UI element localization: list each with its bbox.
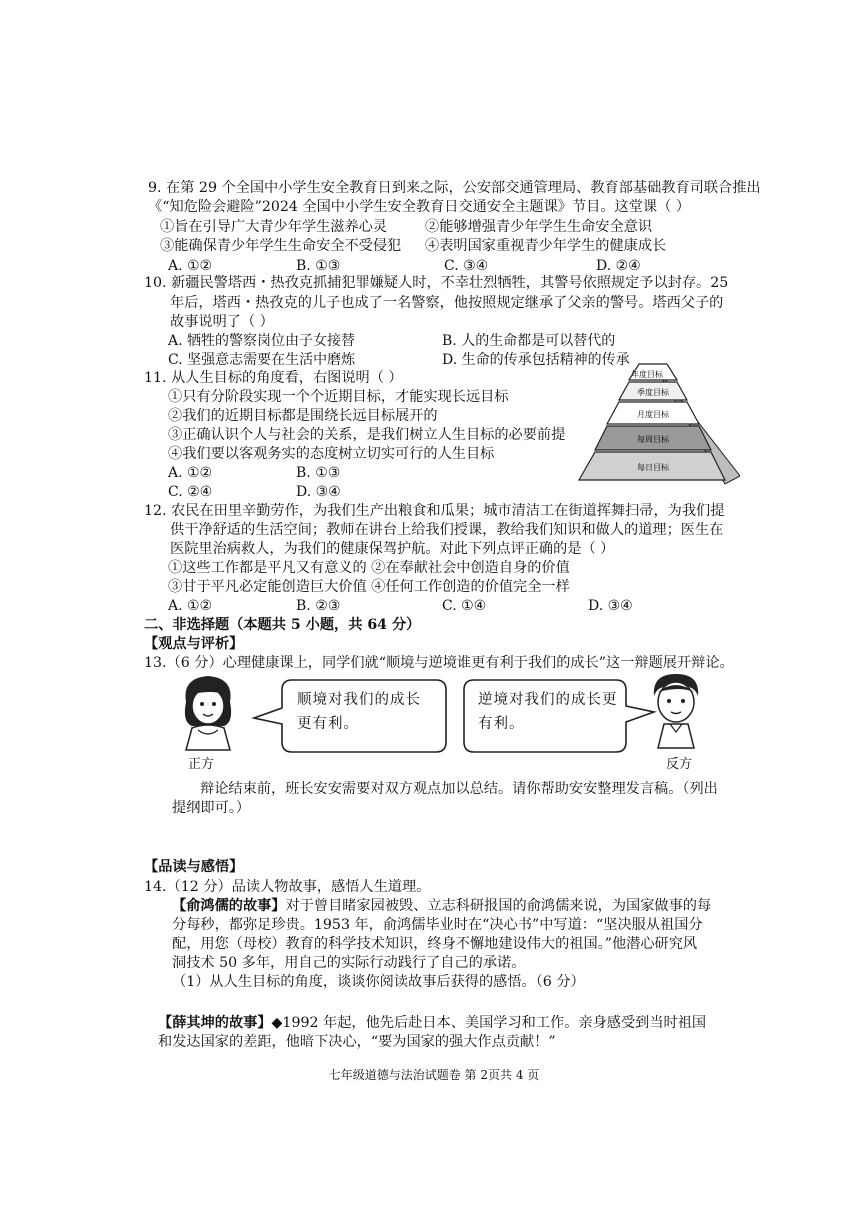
con-side-label: 反方 <box>666 757 693 772</box>
story2-title: 【薛其坤的故事】 <box>158 1015 272 1031</box>
story1-title: 【俞鸿儒的故事】 <box>172 898 286 914</box>
pro-side-label: 正方 <box>188 757 215 772</box>
q12-statements-34: ③甘于平凡必定能创造巨大价值 ④任何工作创造的价值完全一样 <box>168 579 570 595</box>
q10-option-a: A. 牺牲的警察岗位由子女接替 <box>168 333 356 349</box>
section-2-heading: 二、非选择题（本题共 5 小题，共 64 分） <box>144 617 421 633</box>
q9-option-a: A. ①② <box>168 258 213 274</box>
q9-option-d: D. ②④ <box>596 258 641 274</box>
q11-statement-1: ①只有分阶段实现一个个近期目标，才能实现长远目标 <box>168 389 509 405</box>
q9-statement-2: ②能够增强青少年学生生命安全意识 <box>425 219 653 235</box>
con-bubble-line2: 有利。 <box>478 716 525 732</box>
q11-option-b: B. ①③ <box>296 465 341 481</box>
pyramid-label-2: 季度目标 <box>637 388 669 397</box>
q12-option-c: C. ①④ <box>442 598 487 614</box>
q11-option-d: D. ③④ <box>296 484 341 500</box>
pyramid-label-4: 每周目标 <box>637 435 669 444</box>
q9-option-c: C. ③④ <box>444 258 489 274</box>
q14-story1-line3: 配，用您（母校）教育的科学技术知识，终身不懈地建设伟大的祖国。”他潜心研究风 <box>172 936 698 952</box>
q10-stem-line1: 10. 新疆民警塔西・热孜克抓捕犯罪嫌疑人时，不幸壮烈牺牲，其警号依照规定予以封存。25 <box>144 275 729 291</box>
q14-story1-line1 <box>172 896 711 916</box>
q12-option-b: B. ②③ <box>296 598 341 614</box>
q12-option-a: A. ①② <box>168 598 213 614</box>
q11-statement-3: ③正确认识个人与社会的关系，是我们树立人生目标的必要前提 <box>168 427 566 443</box>
q12-stem-line3: 医院里治病救人，为我们的健康保驾护航。对此下列点评正确的是（ ） <box>170 541 615 557</box>
q11-option-a: A. ①② <box>168 465 213 481</box>
pyramid-label-1: 年度目标 <box>631 370 663 379</box>
q14-story2-line2: 和发达国家的差距，他暗下决心，“要为国家的强大作点贡献！” <box>158 1034 556 1050</box>
q11-stem: 11. 从人生目标的角度看，右图说明（ ） <box>144 370 403 386</box>
q14-story2-line1 <box>158 1013 706 1033</box>
q12-stem-line2: 供干净舒适的生活空间；教师在讲台上给我们授课，教给我们知识和做人的道理；医生在 <box>170 522 724 538</box>
girl-illustration <box>172 672 244 752</box>
boy-illustration <box>646 670 706 750</box>
part-heading-reading: 【品读与感悟】 <box>144 859 244 875</box>
q12-option-d: D. ③④ <box>588 598 633 614</box>
q10-stem-line2: 年后，塔西・热孜克的儿子也成了一名警察，他按照规定继承了父亲的警号。塔西父子的 <box>170 295 724 311</box>
q11-option-c: C. ②④ <box>168 484 213 500</box>
q10-option-d: D. 生命的传承包括精神的传承 <box>442 352 630 368</box>
q13-stem: 13.（6 分）心理健康课上，同学们就“顺境与逆境谁更有利于我们的成长”这一辩题展开辩论。 <box>144 655 734 671</box>
q14-subquestion-1: （1）从人生目标的角度，谈谈你阅读故事后获得的感悟。（6 分） <box>172 974 585 990</box>
q9-statement-1: ①旨在引导广大青少年学生滋养心灵 <box>160 219 388 235</box>
q11-statement-2: ②我们的近期目标都是围绕长远目标展开的 <box>168 408 438 424</box>
q11-statement-4: ④我们要以客观务实的态度树立切实可行的人生目标 <box>168 446 495 462</box>
goal-pyramid-figure <box>565 358 740 488</box>
q12-stem-line1: 12. 农民在田里辛勤劳作，为我们生产出粮食和瓜果；城市清洁工在街道挥舞扫帚，为我们提 <box>144 503 725 519</box>
q9-statement-3: ③能确保青少年学生生命安全不受侵犯 <box>160 238 402 254</box>
pyramid-label-3: 月度目标 <box>637 410 669 419</box>
q13-task-line2: 提纲即可。） <box>172 800 251 816</box>
q10-option-c: C. 坚强意志需要在生活中磨炼 <box>168 352 356 368</box>
q9-option-b: B. ①③ <box>296 258 341 274</box>
con-bubble-line1: 逆境对我们的成长更 <box>478 692 618 708</box>
q10-stem-line3: 故事说明了（ ） <box>170 314 274 330</box>
q9-stem-line1: 9. 在第 29 个全国中小学生安全教育日到来之际，公安部交通管理局、教育部基础教育司联合推出 <box>148 180 761 196</box>
pro-bubble-line2: 更有利。 <box>297 716 359 732</box>
q12-statements-12: ①这些工作都是平凡又有意义的 ②在奉献社会中创造自身的价值 <box>168 560 570 576</box>
pro-bubble-line1: 顺境对我们的成长 <box>297 692 421 708</box>
q9-stem-line2: 《“知危险会避险”2024 全国中小学生安全教育日交通安全主题课》节目。这堂课（ ） <box>148 199 691 215</box>
story1-text: 对于曾目睹家园被毁、立志科研报国的俞鸿儒来说，为国家做事的每 <box>285 898 712 914</box>
q9-statement-4: ④表明国家重视青少年学生的健康成长 <box>425 238 667 254</box>
q13-task-line1: 辩论结束前，班长安安需要对双方观点加以总结。请你帮助安安整理发言稿。（列出 <box>200 781 718 797</box>
pyramid-label-5: 每日目标 <box>637 463 669 472</box>
q14-story1-line2: 分每秒，都弥足珍贵。1953 年，俞鸿儒毕业时在“决心书”中写道：“坚决服从祖国分 <box>172 917 703 933</box>
q14-story1-line4: 洞技术 50 多年，用自己的实际行动践行了自己的承诺。 <box>172 955 526 971</box>
part-heading-viewpoint: 【观点与评析】 <box>144 636 244 652</box>
q10-option-b: B. 人的生命都是可以替代的 <box>442 333 616 349</box>
q14-stem: 14.（12 分）品读人物故事，感悟人生道理。 <box>144 879 431 895</box>
story2-text: ◆1992 年起，他先后赴日本、美国学习和工作。亲身感受到当时祖国 <box>271 1015 707 1031</box>
page-footer: 七年级道德与法治试题卷 第 2页共 4 页 <box>328 1068 540 1082</box>
